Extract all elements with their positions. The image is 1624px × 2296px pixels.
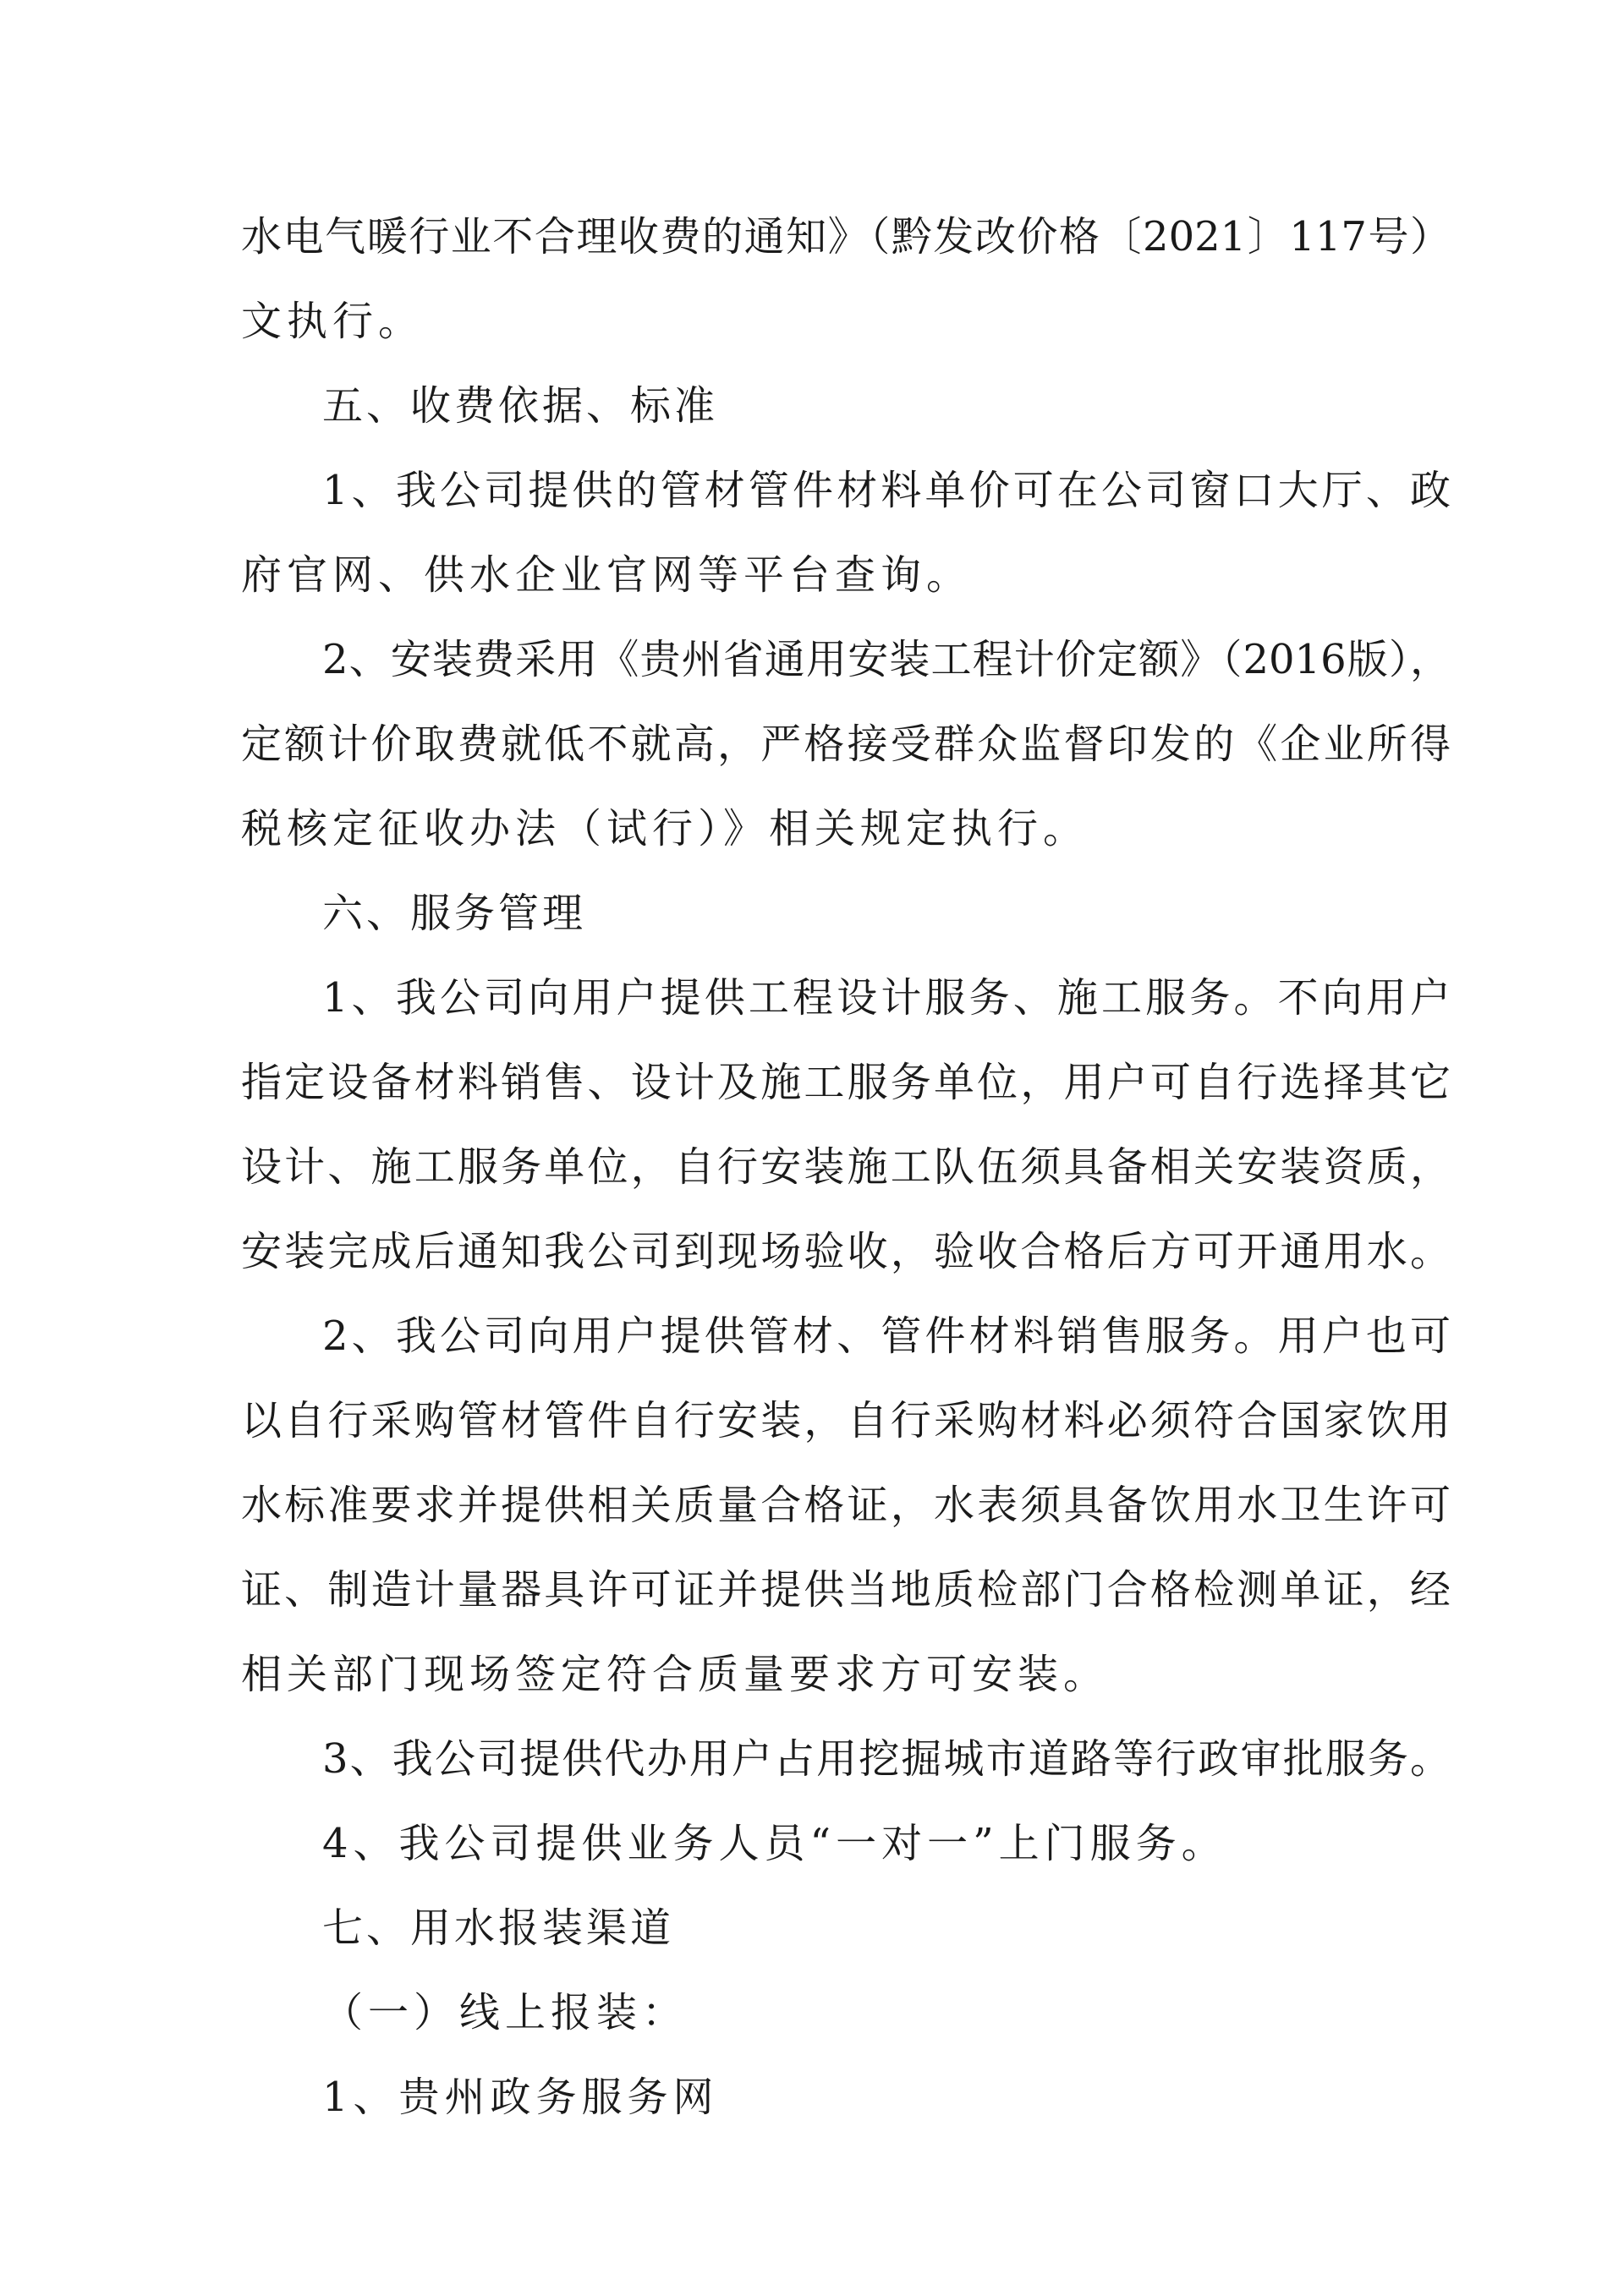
text-line: 2、我公司向用户提供管材、管件材料销售服务。用户也可	[322, 1312, 1451, 1360]
text-line: 府官网、供水企业官网等平台查询。	[241, 551, 973, 599]
document-body	[241, 195, 1451, 2140]
text-line: 2、安装费采用《贵州省通用安装工程计价定额》（2016版），	[322, 636, 1451, 683]
text-line: 证、制造计量器具许可证并提供当地质检部门合格检测单证，经	[241, 1566, 1451, 1614]
text-line: 税核定征收办法（试行）》相关规定执行。	[241, 805, 1089, 852]
text-line: 安装完成后通知我公司到现场验收，验收合格后方可开通用水。	[241, 1228, 1451, 1275]
text-line: 定额计价取费就低不就高，严格接受群众监督印发的《企业所得	[241, 721, 1451, 768]
text-line: 水标准要求并提供相关质量合格证，水表须具备饮用水卫生许可	[241, 1482, 1451, 1529]
text-line: 以自行采购管材管件自行安装，自行采购材料必须符合国家饮用	[241, 1397, 1451, 1444]
text-line: 1、贵州政务服务网	[322, 2074, 719, 2121]
section-heading: 七、用水报装渠道	[322, 1904, 675, 1952]
sub-heading: （一）线上报装：	[322, 1989, 689, 2036]
text-line: 1、我公司提供的管材管件材料单价可在公司窗口大厅、政	[322, 467, 1451, 514]
text-line: 相关部门现场签定符合质量要求方可安装。	[241, 1651, 1110, 1698]
text-line: 1、我公司向用户提供工程设计服务、施工服务。不向用户	[322, 974, 1451, 1022]
text-line: 3、我公司提供代办用户占用挖掘城市道路等行政审批服务。	[322, 1735, 1451, 1783]
section-heading: 六、服务管理	[322, 890, 587, 937]
text-line: 指定设备材料销售、设计及施工服务单位，用户可自行选择其它	[241, 1059, 1451, 1106]
text-line: 文执行。	[241, 298, 425, 345]
text-line: 设计、施工服务单位，自行安装施工队伍须具备相关安装资质，	[241, 1143, 1451, 1191]
text-line: 4、我公司提供业务人员“一对一”上门服务。	[322, 1820, 1227, 1867]
text-line: 水电气暖行业不合理收费的通知》（黔发改价格〔2021〕117号）	[241, 213, 1451, 260]
section-heading: 五、收费依据、标准	[322, 382, 719, 430]
